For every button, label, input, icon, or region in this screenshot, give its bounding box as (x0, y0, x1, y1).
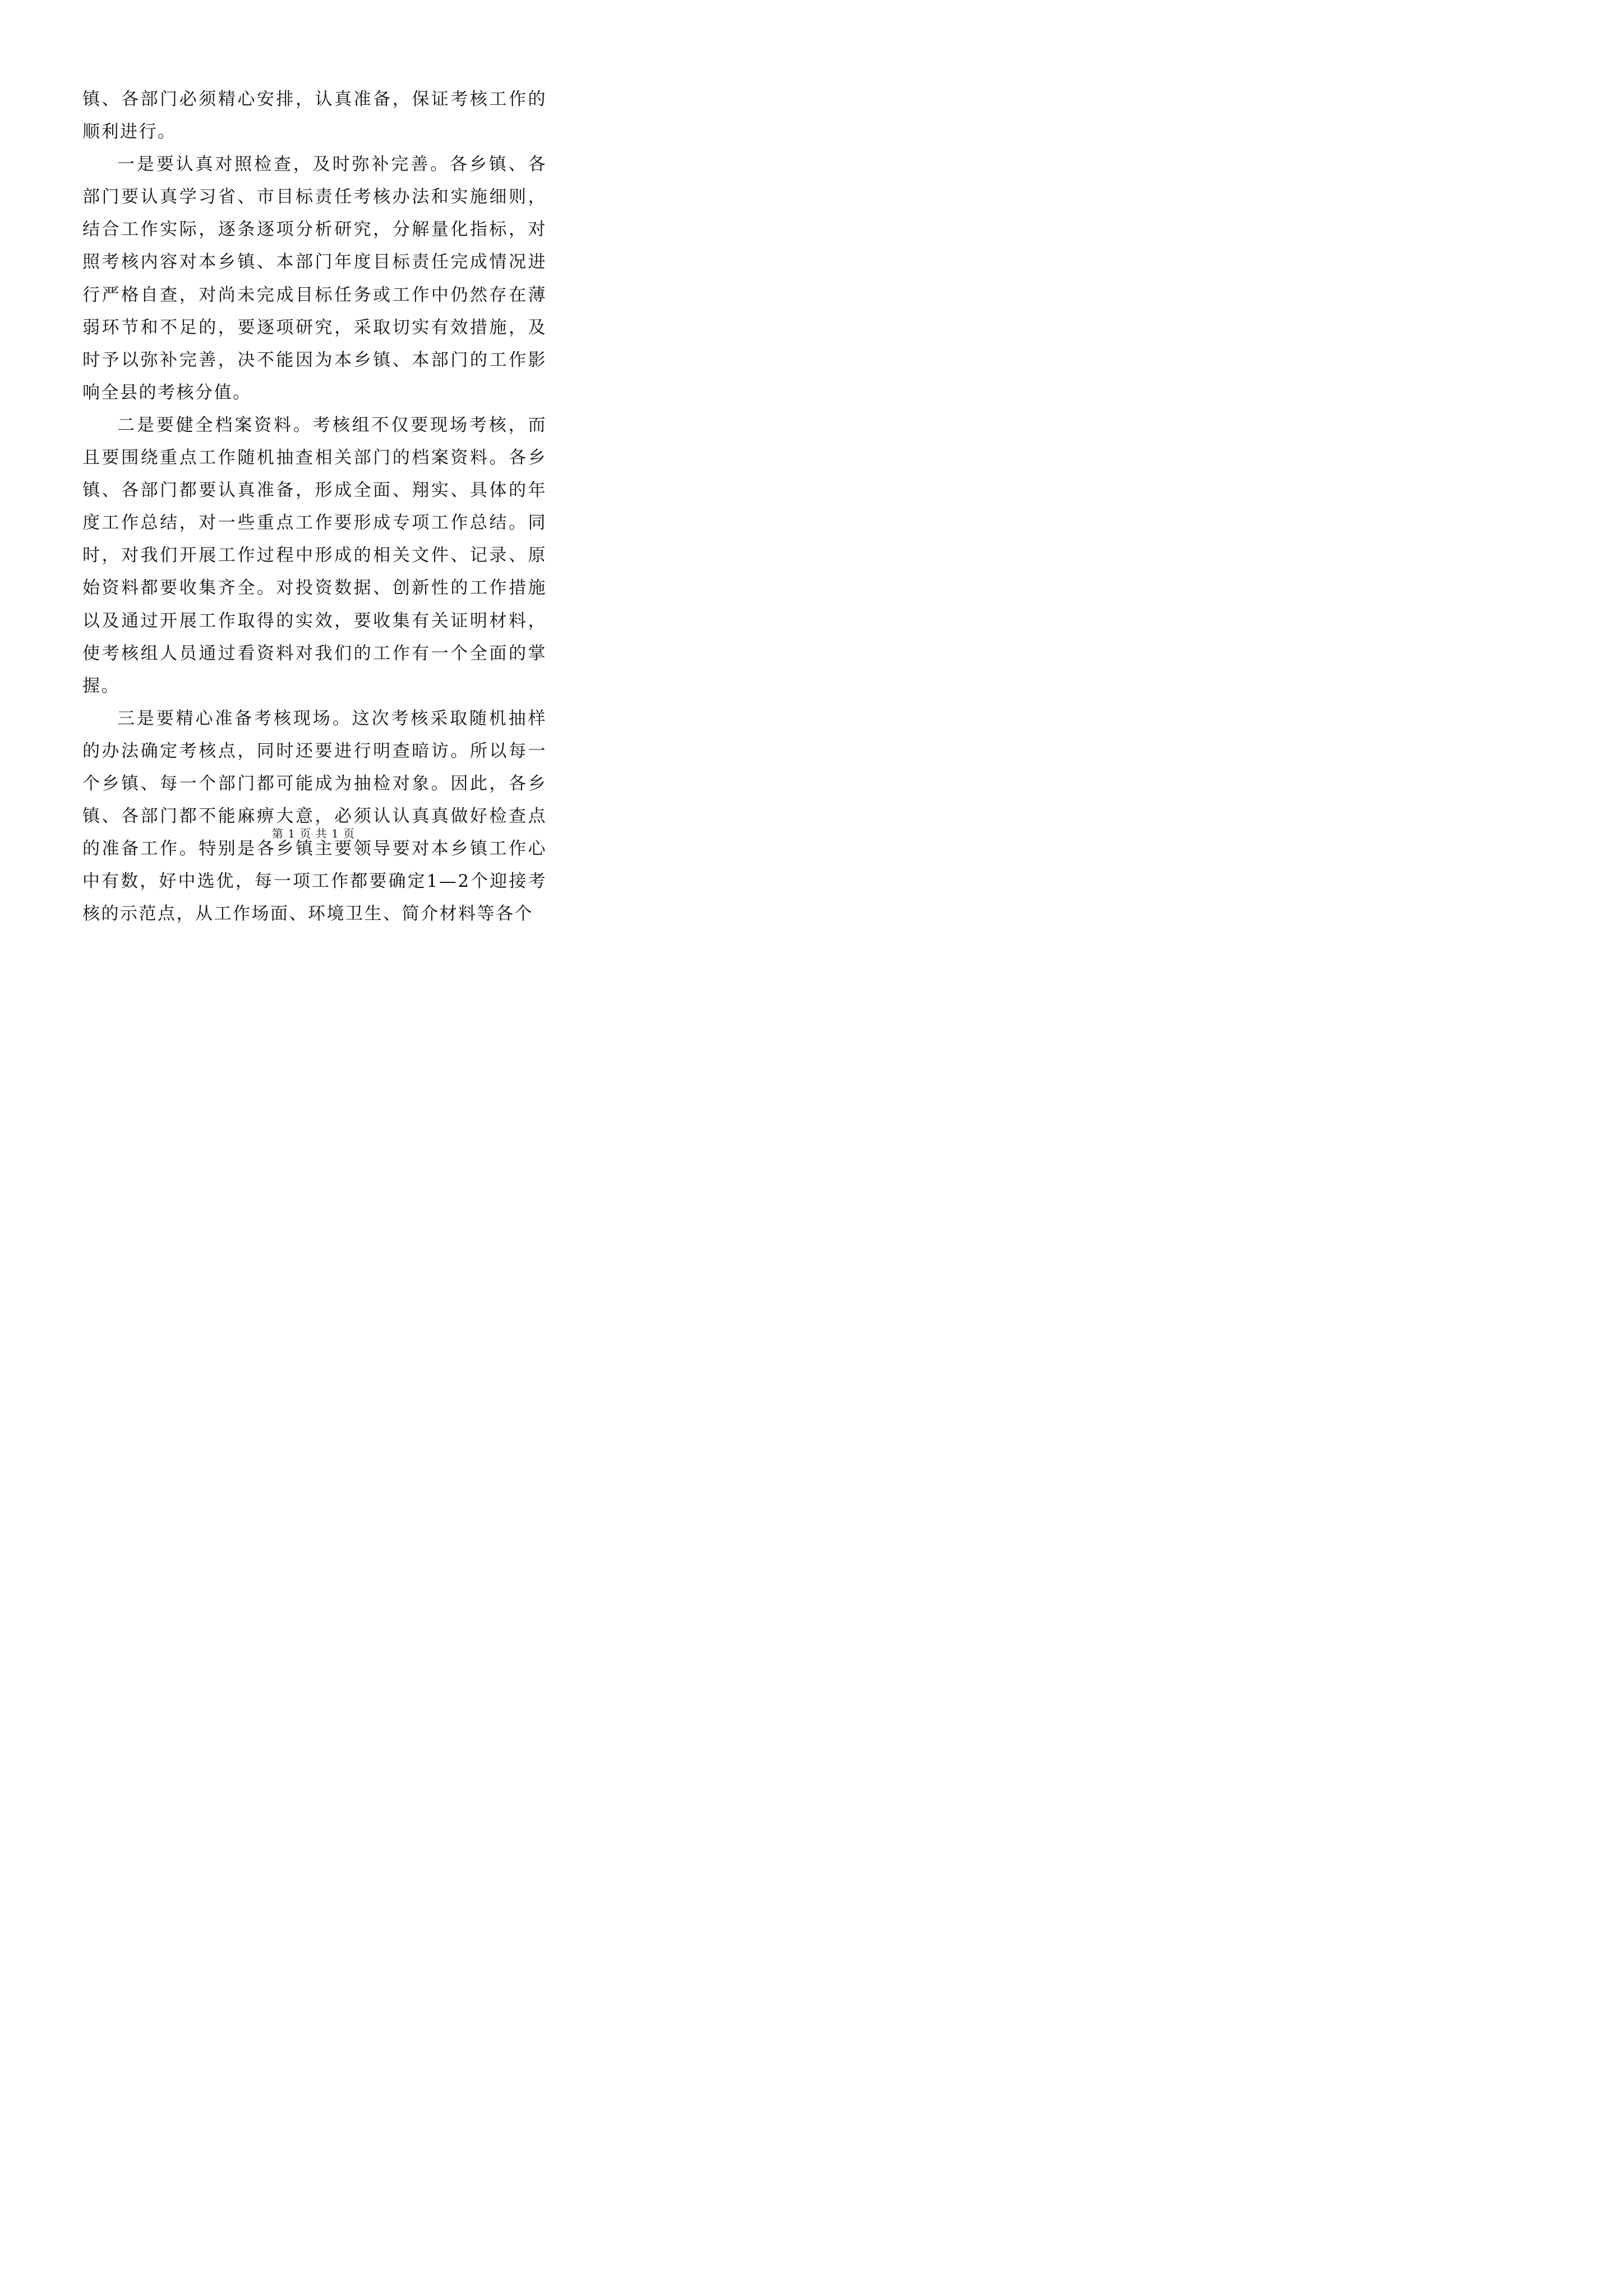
document-page (0, 0, 627, 924)
paragraph-inspection-site: 三是要精心准备考核现场。这次考核采取随机抽样的办法确定考核点，同时还要进行明查暗访。所以每一个乡镇、每一个部门都可能成为抽检对象。因此，各乡镇、各部门都不能麻痹大意，必须认认真真做好检查点的准备工作。特别是各乡镇主要领导要对本乡镇工作心中有数，好中选优，每一项工作都要确定1—2个迎接考核的示范点，从工作场面、环境卫生、简介材料等各个 (82, 708, 547, 924)
paragraph-continuation: 镇、各部门必须精心安排，认真准备，保证考核工作的顺利进行。 (82, 89, 547, 142)
paragraph-check-and-remedy: 一是要认真对照检查，及时弥补完善。各乡镇、各部门要认真学习省、市目标责任考核办法和实施细则，结合工作实际，逐条逐项分析研究，分解量化指标，对照考核内容对本乡镇、本部门年度目标责任完成情况进行严格自查，对尚未完成目标任务或工作中仍然存在薄弱环节和不足的，要逐项研究，采取切实有效措施，及时予以弥补完善，决不能因为本乡镇、本部门的工作影响全县的考核分值。 (82, 154, 547, 403)
page-footer: 第 1 页 共 1 页 (271, 827, 356, 840)
document-body (82, 83, 547, 930)
paragraph-archive-materials: 二是要健全档案资料。考核组不仅要现场考核，而且要围绕重点工作随机抽查相关部门的档案资料。各乡镇、各部门都要认真准备，形成全面、翔实、具体的年度工作总结，对一些重点工作要形成专项工作总结。同时，对我们开展工作过程中形成的相关文件、记录、原始资料都要收集齐全。对投资数据、创新性的工作措施以及通过开展工作取得的实效，要收集有关证明材料，使考核组人员通过看资料对我们的工作有一个全面的掌握。 (82, 415, 547, 696)
